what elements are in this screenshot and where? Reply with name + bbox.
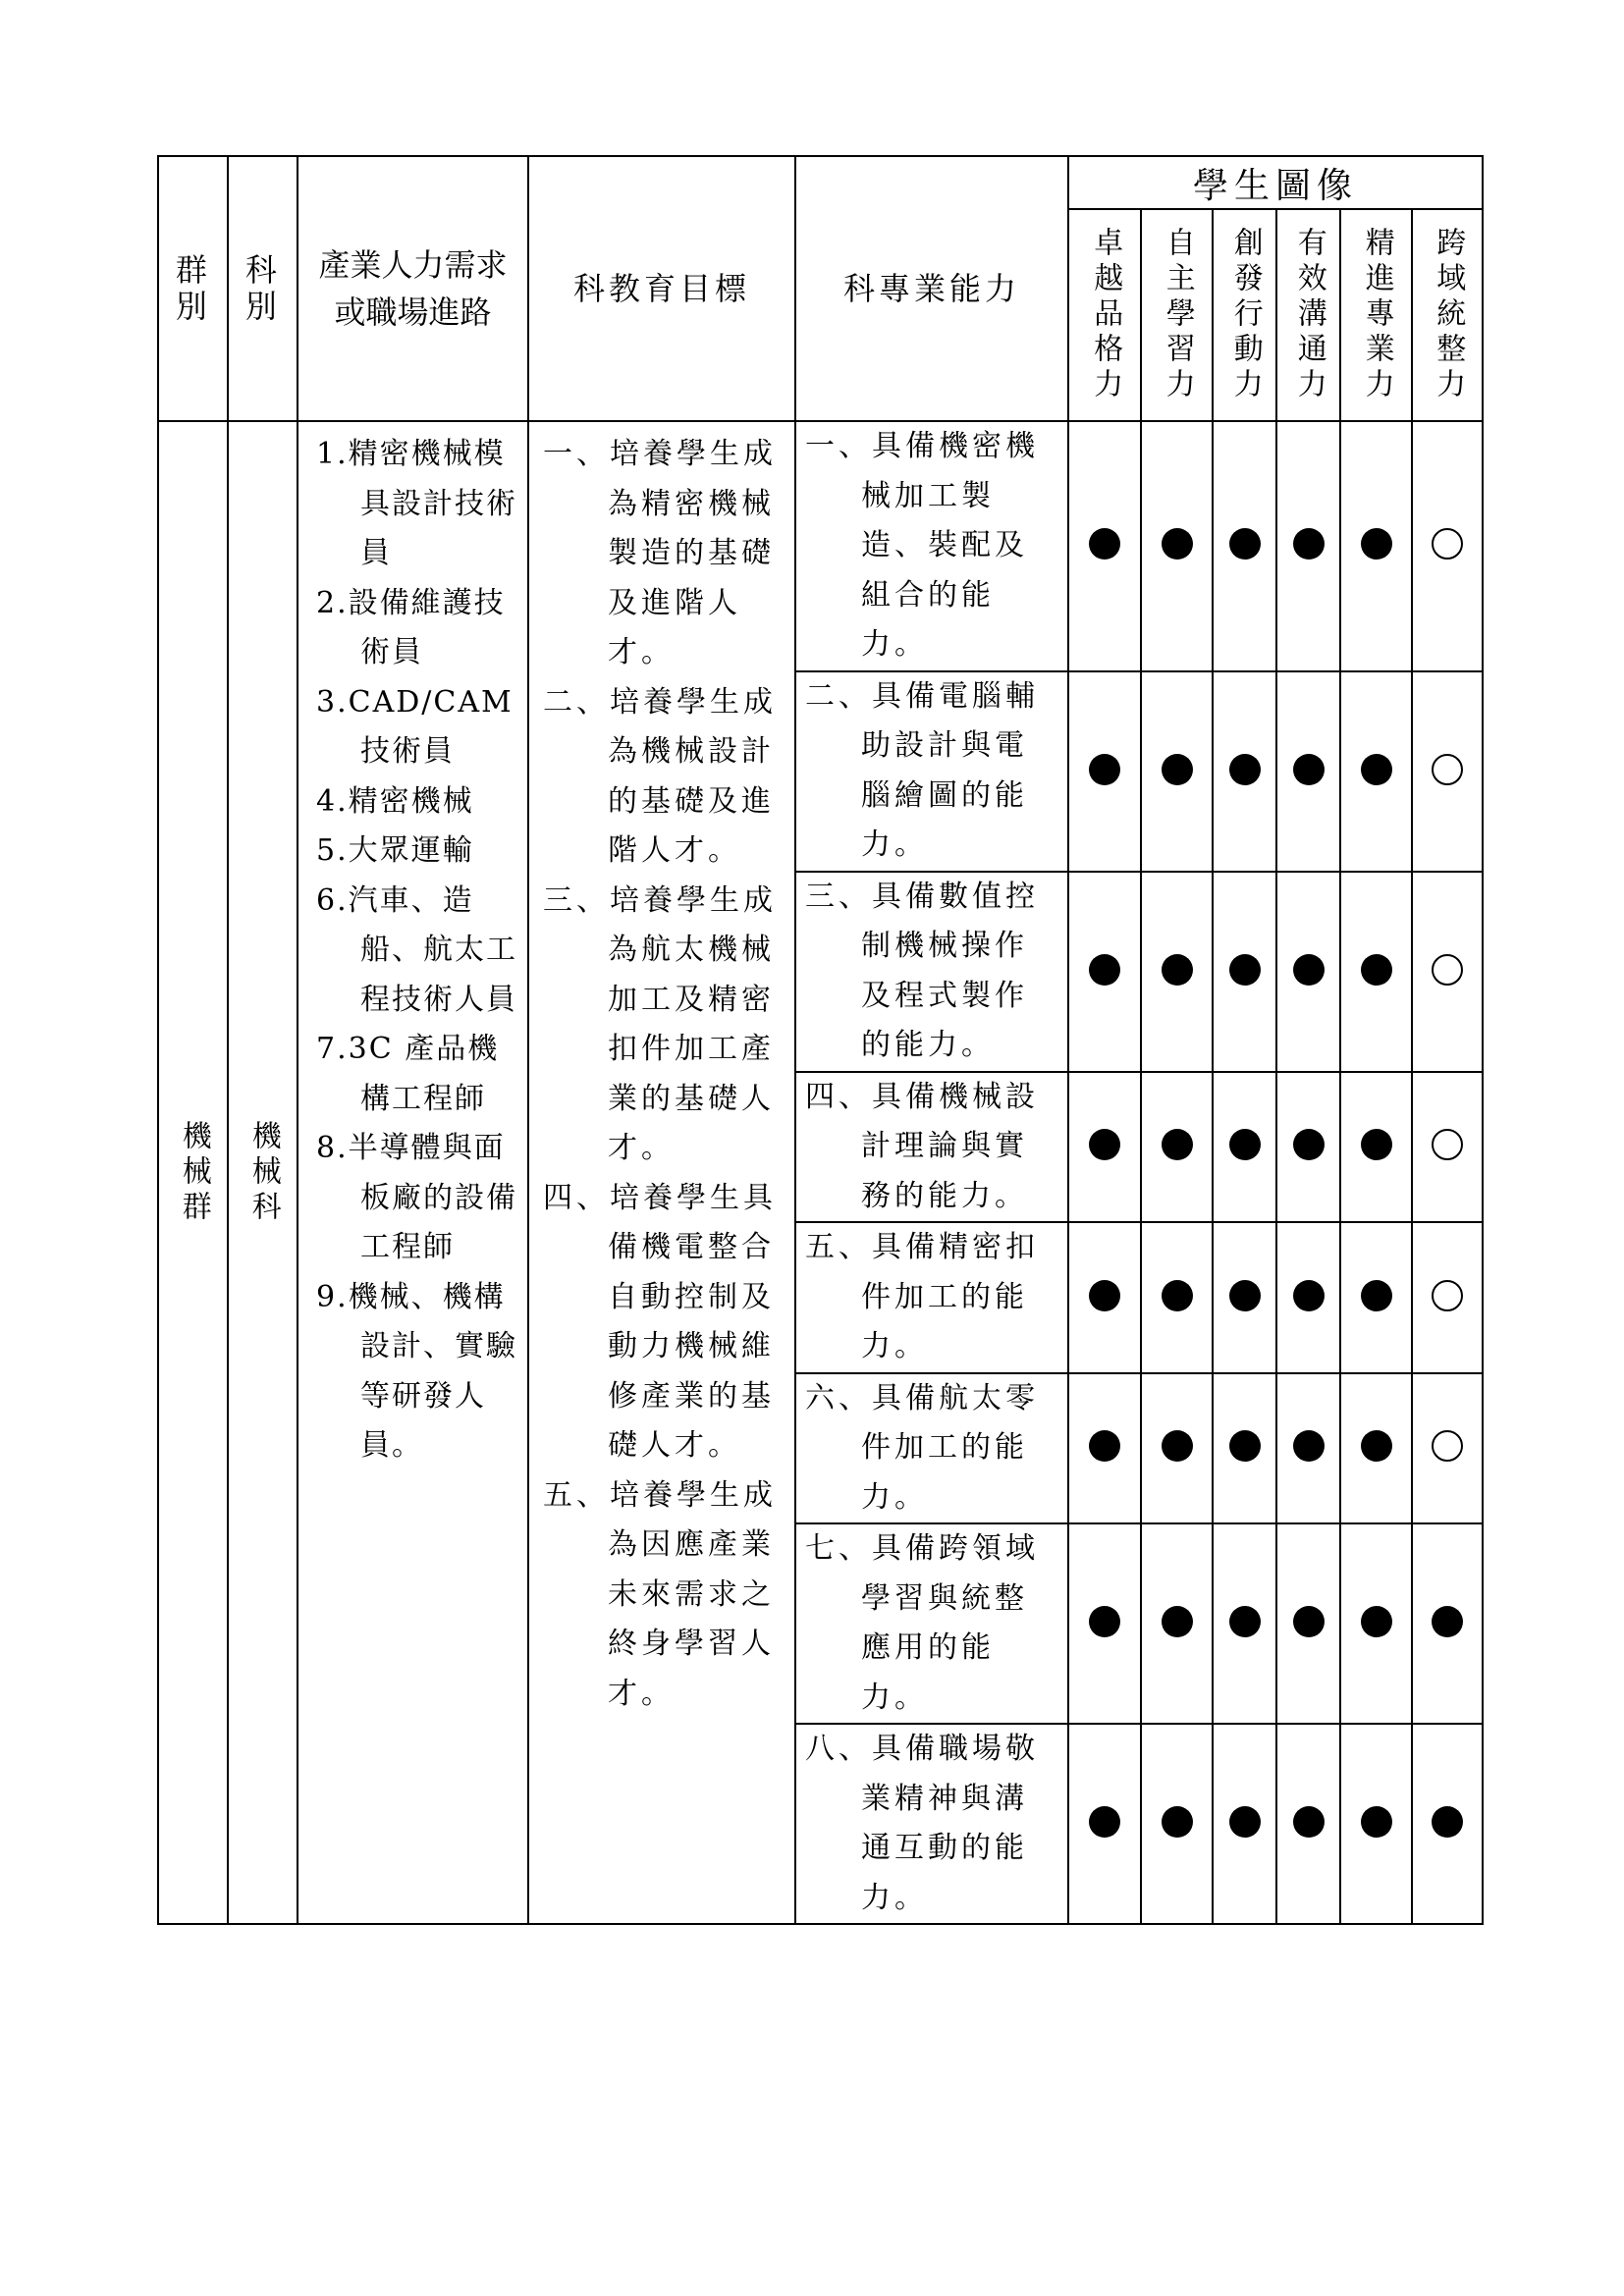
career-item: 4.精密機械 [316,783,474,819]
dept-cell [228,421,298,1924]
trait-mark-cell [1340,872,1412,1072]
open-circle-icon [1432,954,1463,986]
filled-circle-icon [1162,1129,1193,1160]
trait-mark-cell [1276,1724,1340,1924]
competency-number: 七、 [805,1531,872,1566]
filled-circle-icon [1089,1280,1120,1311]
competency-number: 一、 [805,429,872,463]
competency-cell [795,1724,1068,1924]
competency-number: 四、 [805,1079,872,1114]
competency-description: 具備跨領域學習與統整應用的能力。 [861,1531,1039,1715]
competency-description: 具備機密機械加工製造、裝配及組合的能力。 [861,429,1039,662]
header-group-cell [158,156,228,421]
filled-circle-icon [1293,954,1325,986]
goal-item: 二、培養學生成為機械設計的基礎及進階人才。 [543,684,777,868]
trait-label: 精進專業力 [1359,227,1394,403]
trait-mark-cell [1412,1072,1483,1223]
competency-text [796,672,1067,871]
goal-item: 四、培養學生具備機電整合自動控制及動力機械維修產業的基礎人才。 [543,1180,777,1463]
trait-mark-cell [1068,671,1141,872]
header-career-cell [298,156,528,421]
filled-circle-icon [1361,1606,1392,1637]
trait-mark-cell [1276,1072,1340,1223]
filled-circle-icon [1229,1806,1261,1838]
filled-circle-icon [1361,528,1392,560]
trait-mark-cell [1213,1373,1276,1524]
trait-mark-cell [1141,1072,1213,1223]
competency-text [796,1073,1067,1222]
trait-mark-cell [1141,1373,1213,1524]
filled-circle-icon [1432,1606,1463,1637]
trait-mark-cell [1141,421,1213,671]
trait-mark-cell [1276,872,1340,1072]
filled-circle-icon [1089,954,1120,986]
trait-mark-cell [1276,671,1340,872]
trait-mark-cell [1068,1072,1141,1223]
header-competencies: 科專業能力 [842,270,1020,307]
header-portrait: 學生圖像 [1192,165,1358,206]
filled-circle-icon [1089,1606,1120,1637]
open-circle-icon [1432,1129,1463,1160]
goals-cell [528,421,795,1924]
career-item: 2.設備維護技術員 [316,585,506,669]
trait-mark-cell [1141,1724,1213,1924]
filled-circle-icon [1089,754,1120,785]
trait-mark-cell [1340,1373,1412,1524]
competency-number: 六、 [805,1380,872,1415]
competency-cell [795,1072,1068,1223]
competency-row [158,421,1483,671]
trait-mark-cell [1213,421,1276,671]
filled-circle-icon [1293,1430,1325,1462]
trait-mark-cell [1141,1523,1213,1724]
competency-cell [795,671,1068,872]
competency-text [796,1725,1067,1923]
dept-name: 機械科 [245,1119,281,1226]
goal-item: 三、培養學生成為航太機械加工及精密扣件加工產業的基礎人才。 [543,882,777,1165]
competency-cell [795,1523,1068,1724]
trait-mark-cell [1213,872,1276,1072]
competency-text [796,873,1067,1071]
career-item: 3.CAD/CAM 技術員 [316,684,514,769]
trait-mark-cell [1276,1373,1340,1524]
trait-mark-cell [1068,872,1141,1072]
trait-mark-cell [1412,1523,1483,1724]
competency-text [796,1374,1067,1523]
header-dept: 科別 [244,251,281,325]
trait-cell [1340,209,1412,421]
filled-circle-icon [1293,1606,1325,1637]
trait-mark-cell [1340,671,1412,872]
header-goals-cell [528,156,795,421]
competency-number: 八、 [805,1732,872,1766]
career-cell [298,421,528,1924]
trait-mark-cell [1412,872,1483,1072]
open-circle-icon [1432,528,1463,560]
filled-circle-icon [1229,1280,1261,1311]
filled-circle-icon [1432,1806,1463,1838]
trait-mark-cell [1068,1222,1141,1373]
trait-mark-cell [1213,1724,1276,1924]
filled-circle-icon [1089,1806,1120,1838]
filled-circle-icon [1229,528,1261,560]
filled-circle-icon [1361,954,1392,986]
filled-circle-icon [1361,1129,1392,1160]
competency-text [796,1223,1067,1372]
trait-mark-cell [1340,1523,1412,1724]
goal-item: 一、培養學生成為精密機械製造的基礎及進階人才。 [543,437,777,669]
trait-label: 創發行動力 [1227,227,1263,403]
career-item: 7.3C 產品機構工程師 [316,1032,500,1116]
header-dept-cell [228,156,298,421]
open-circle-icon [1432,1430,1463,1462]
competency-description: 具備航太零件加工的能力。 [861,1380,1039,1515]
trait-mark-cell [1141,872,1213,1072]
trait-mark-cell [1412,421,1483,671]
career-item: 5.大眾運輸 [316,833,474,868]
filled-circle-icon [1293,1806,1325,1838]
trait-mark-cell [1340,1072,1412,1223]
filled-circle-icon [1361,754,1392,785]
filled-circle-icon [1361,1280,1392,1311]
filled-circle-icon [1229,1129,1261,1160]
competency-description: 具備數值控制機械操作及程式製作的能力。 [861,879,1039,1062]
trait-mark-cell [1213,671,1276,872]
trait-mark-cell [1340,1222,1412,1373]
filled-circle-icon [1162,954,1193,986]
trait-mark-cell [1141,671,1213,872]
trait-cell [1141,209,1213,421]
career-list [316,430,517,1471]
filled-circle-icon [1089,1430,1120,1462]
trait-mark-cell [1213,1523,1276,1724]
competency-description: 具備精密扣件加工的能力。 [861,1230,1039,1363]
trait-label: 有效溝通力 [1291,227,1326,403]
group-name: 機械群 [176,1119,211,1226]
competency-cell [795,1373,1068,1524]
filled-circle-icon [1229,1430,1261,1462]
filled-circle-icon [1293,754,1325,785]
trait-mark-cell [1412,1724,1483,1924]
filled-circle-icon [1361,1430,1392,1462]
filled-circle-icon [1293,528,1325,560]
filled-circle-icon [1229,754,1261,785]
header-row-1 [158,156,1483,209]
trait-label: 卓越品格力 [1088,227,1123,403]
trait-mark-cell [1068,421,1141,671]
open-circle-icon [1432,1280,1463,1311]
trait-cell [1276,209,1340,421]
filled-circle-icon [1293,1280,1325,1311]
open-circle-icon [1432,754,1463,785]
trait-mark-cell [1068,1373,1141,1524]
trait-mark-cell [1141,1222,1213,1373]
trait-mark-cell [1068,1724,1141,1924]
competency-text [796,422,1067,670]
competency-text [796,1524,1067,1723]
competency-description: 具備機械設計理論與實務的能力。 [861,1079,1039,1213]
filled-circle-icon [1229,954,1261,986]
header-competency-cell [795,156,1068,421]
group-cell [158,421,228,1924]
trait-mark-cell [1213,1072,1276,1223]
filled-circle-icon [1089,528,1120,560]
trait-label: 跨域統整力 [1431,227,1466,403]
competency-cell [795,421,1068,671]
trait-cell [1213,209,1276,421]
competency-number: 三、 [805,879,872,914]
header-goals: 科教育目標 [572,270,750,307]
goal-item: 五、培養學生成為因應產業未來需求之終身學習人才。 [543,1477,777,1711]
competency-cell [795,1222,1068,1373]
trait-mark-cell [1340,421,1412,671]
career-item: 1.精密機械模具設計技術員 [316,437,517,570]
filled-circle-icon [1229,1606,1261,1637]
header-group: 群別 [175,251,211,325]
competency-number: 五、 [805,1230,872,1264]
trait-mark-cell [1276,1523,1340,1724]
trait-label: 自主學習力 [1160,227,1195,403]
filled-circle-icon [1162,528,1193,560]
career-item: 9.機械、機構設計、實驗等研發人員。 [316,1279,517,1463]
trait-mark-cell [1276,1222,1340,1373]
filled-circle-icon [1162,1280,1193,1311]
filled-circle-icon [1162,1430,1193,1462]
filled-circle-icon [1162,1806,1193,1838]
trait-mark-cell [1412,1222,1483,1373]
filled-circle-icon [1089,1129,1120,1160]
trait-cell [1412,209,1483,421]
header-career-line-1: 產業人力需求 [318,246,508,284]
header-career-line-2: 或職場進路 [334,294,492,331]
trait-mark-cell [1068,1523,1141,1724]
header-portrait-cell [1068,156,1483,209]
trait-cell [1068,209,1141,421]
competency-table [157,155,1484,1925]
filled-circle-icon [1162,1606,1193,1637]
goal-list [529,430,794,1719]
trait-mark-cell [1276,421,1340,671]
filled-circle-icon [1293,1129,1325,1160]
competency-description: 具備職場敬業精神與溝通互動的能力。 [861,1732,1039,1915]
competency-description: 具備電腦輔助設計與電腦繪圖的能力。 [861,678,1039,862]
trait-mark-cell [1412,671,1483,872]
competency-cell [795,872,1068,1072]
competency-number: 二、 [805,678,872,714]
filled-circle-icon [1162,754,1193,785]
trait-mark-cell [1412,1373,1483,1524]
filled-circle-icon [1361,1806,1392,1838]
trait-mark-cell [1213,1222,1276,1373]
career-item: 8.半導體與面板廠的設備工程師 [316,1131,517,1264]
career-item: 6.汽車、造船、航太工程技術人員 [316,882,517,1017]
trait-mark-cell [1340,1724,1412,1924]
